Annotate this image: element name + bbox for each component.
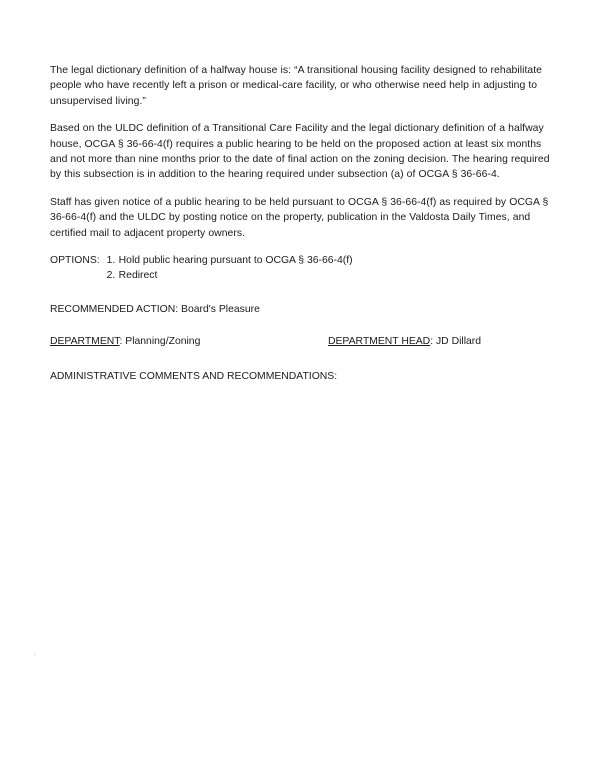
department-separator: : <box>119 336 126 348</box>
paragraph-halfway-house-definition: The legal dictionary definition of a halfway house is: “A transitional housing facility designed to rehabilitate people who have recently left a prison or medical-care facility, or who otherwise need help in adjusting to unsupervised living.” <box>50 65 542 107</box>
option-text-2: Redirect <box>118 270 158 282</box>
department-value: Planning/Zoning <box>125 336 201 348</box>
recommended-action-line: RECOMMENDED ACTION: Board's Pleasure <box>50 303 260 315</box>
option-number-1: 1. <box>106 255 116 267</box>
department-head-field <box>328 334 481 349</box>
department-head-label: DEPARTMENT HEAD <box>328 336 431 348</box>
option-item-1 <box>107 253 353 268</box>
scan-artifact-speck <box>33 653 36 656</box>
paragraph-uldc-hearing-requirement: Based on the ULDC definition of a Transitional Care Facility and the legal dictionary definition of a halfway house, OCGA § 36-66-4(f) requires a public hearing to be held on the proposed action at least six months and not more than nine months prior to the date of final action on the zoning decision. The hearing required by this subsection is in addition to the hearing required under subsection (a) of OCGA § 36-66-4. <box>50 123 550 181</box>
department-row <box>50 329 550 349</box>
department-head-value: JD Dillard <box>435 336 482 348</box>
department-field <box>50 334 200 349</box>
option-item-2 <box>107 268 353 283</box>
administrative-comments-heading: ADMINISTRATIVE COMMENTS AND RECOMMENDATIONS: <box>50 370 338 382</box>
options-list <box>107 253 353 284</box>
document-body <box>50 63 550 384</box>
option-text-1: Hold public hearing pursuant to OCGA § 36-66-4(f) <box>118 255 353 267</box>
options-row <box>50 253 550 284</box>
department-head-separator: : <box>430 336 436 348</box>
options-section <box>50 253 550 284</box>
paragraph-staff-notice: Staff has given notice of a public hearing to be held pursuant to OCGA § 36-66-4(f) as required by OCGA § 36-66-4(f) and the ULDC by posting notice on the property, publication in the Valdosta Daily Times, and certified mail to adjacent property owners. <box>50 196 549 239</box>
option-number-2: 2. <box>106 270 116 282</box>
options-label: OPTIONS: <box>50 255 100 267</box>
department-label: DEPARTMENT <box>50 336 120 348</box>
